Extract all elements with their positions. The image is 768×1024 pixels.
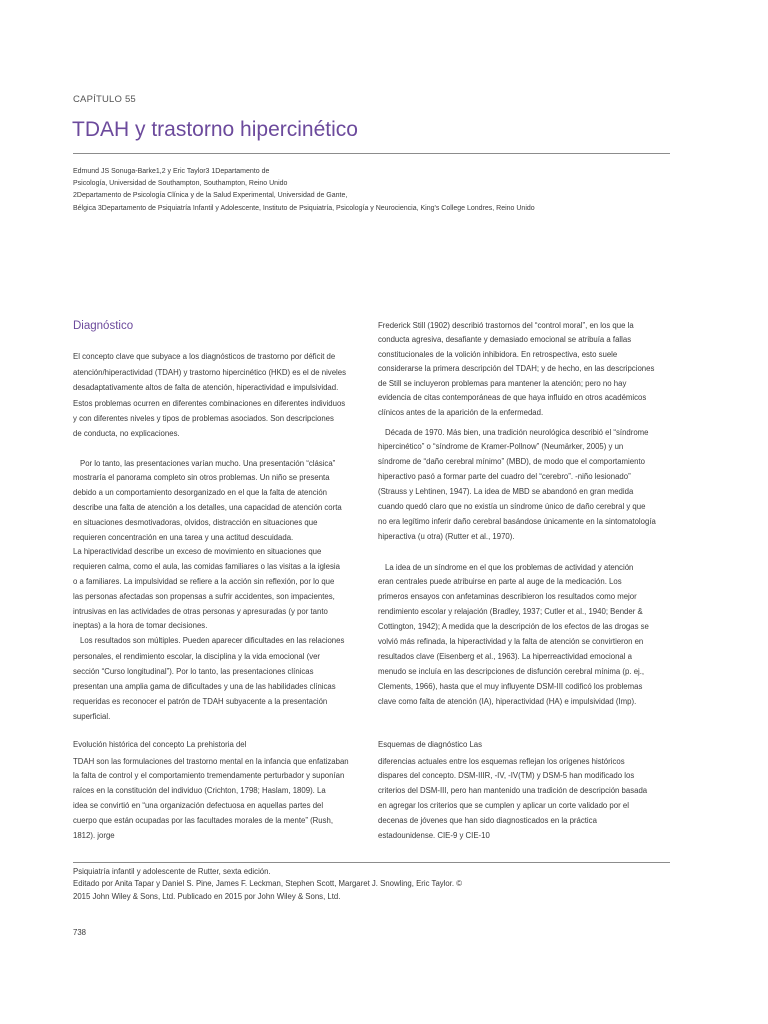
text-line: resultados clave (Eisenberg et al., 1963). La hiperreactividad emocional a xyxy=(378,651,632,661)
text-line: criterios del DSM-III, pero han mantenido una tradición de descripción basada xyxy=(378,786,648,796)
paragraph-left-3 xyxy=(73,633,344,724)
author-line: 2Departamento de Psicología Clínica y de la Salud Experimental, Universidad de Gante, xyxy=(73,192,348,200)
text-line: requeridas es reconocer el patrón de TDAH subyacente a la presentación xyxy=(73,697,328,707)
text-line: presentan una amplia gama de dificultades y una de las habilidades clínicas xyxy=(73,682,336,691)
text-line: conducta agresiva, desafiante y demasiado emocional se atribuía a fallas xyxy=(378,335,632,345)
text-line: personales, el rendimiento escolar, la disciplina y la vida emocional (ver xyxy=(73,651,321,661)
paragraph-right-1 xyxy=(378,319,654,421)
author-line: Edmund JS Sonuga-Barke1,2 y Eric Taylor3 1Departamento de xyxy=(73,167,270,175)
text-line: Por lo tanto, las presentaciones varían mucho. Una presentación “clásica” xyxy=(80,458,336,468)
text-line: Clements, 1966), hasta que el muy influyente DSM-III codificó los problemas xyxy=(378,681,643,691)
text-line: evidencia de citas contemporáneas de que haya influido en otros académicos xyxy=(378,393,647,403)
text-line: atención/hiperactividad (TDAH) y trastorno hipercinético (HKD) es el de niveles xyxy=(73,367,347,377)
text-line: menudo se incluía en las descripciones de disfunción cerebral mínima (p. ej., xyxy=(378,666,645,676)
text-line: no era legítimo inferir daño cerebral basándose únicamente en la sintomatología xyxy=(378,516,656,526)
header-divider xyxy=(73,153,670,154)
citation-line: Editado por Anita Tapar y Daniel S. Pine, James F. Leckman, Stephen Scott, Margaret J. Snowling, Eric Taylor. © xyxy=(73,879,462,889)
text-line: eran centrales puede atribuirse en parte al auge de la medicación. Los xyxy=(378,577,622,587)
text-line: considerarse la primera descripción del TDAH; y de hecho, en las descripciones xyxy=(378,364,655,374)
subheading-right-esquemas xyxy=(378,738,482,752)
text-line: de Still se incluyeron problemas para mantener la atención; pero no hay xyxy=(378,378,627,388)
text-line: hipercinético” o “síndrome de Kramer-Pollnow” (Neumärker, 2005) y un xyxy=(378,442,624,452)
author-affiliations xyxy=(73,166,535,215)
text-line: dispares del concepto. DSM-IIIR, -IV, -IV(TM) y DSM-5 han modificado los xyxy=(378,771,635,781)
text-line: de conducta, no explicaciones. xyxy=(73,429,180,439)
text-line: idea se convirtió en “una organización defectuosa en aquellas partes del xyxy=(73,800,324,810)
text-line: superficial. xyxy=(73,712,111,722)
text-line: rendimiento escolar y relajación (Bradley, 1937; Cutler et al., 1940; Bender & xyxy=(378,607,643,617)
text-line: Evolución histórica del concepto La prehistoria del xyxy=(73,740,247,749)
text-line: volvió más refinada, la hiperactividad y la falta de atención se convirtieron en xyxy=(378,637,644,647)
chapter-title: TDAH y trastorno hipercinético xyxy=(72,118,358,141)
text-line: la falta de control y el comportamiento tremendamente perturbador y suponían xyxy=(73,771,345,781)
text-line: intrusivas en las actividades de otras personas y apresuradas (y por tanto xyxy=(73,606,328,616)
text-line: Década de 1970. Más bien, una tradición neurológica describió el “síndrome xyxy=(385,427,649,437)
text-line: en agregar los criterios que se cumplen y aplicar un corte validado por el xyxy=(378,800,629,810)
text-line: La hiperactividad describe un exceso de movimiento en situaciones que xyxy=(73,547,322,557)
paragraph-left-4 xyxy=(73,755,349,844)
text-line: (Strauss y Lehtinen, 1947). La idea de MBD se abandonó en gran medida xyxy=(378,487,634,497)
text-line: cuerpo que están ocupadas por las facultades morales de la mente” (Rush, xyxy=(73,815,334,825)
text-line: cuando quedó claro que no existía un síndrome único de daño cerebral y que xyxy=(378,501,646,511)
text-line: El concepto clave que subyace a los diagnósticos de trastorno por déficit de xyxy=(73,352,336,362)
text-line: Cottington, 1942); A medida que la descripción de los efectos de las drogas se xyxy=(378,622,649,632)
text-line: raíces en la constitución del individuo (Crichton, 1798; Haslam, 1809). La xyxy=(73,786,326,796)
citation-line: Psiquiatría infantil y adolescente de Rutter, sexta edición. xyxy=(73,866,271,876)
text-line: hiperactiva (u otra) (Rutter et al., 1970). xyxy=(378,531,515,541)
subheading-left-evolucion xyxy=(73,738,246,752)
text-line: desadaptativamente altos de falta de atención, hiperactividad e impulsividad. xyxy=(73,383,339,393)
text-line: requieren calma, como el aula, las comidas familiares o las visitas a la iglesia xyxy=(73,562,340,572)
footer-citation xyxy=(73,866,462,904)
text-line: Los resultados son múltiples. Pueden aparecer dificultades en las relaciones xyxy=(80,636,345,646)
author-line: Psicología, Universidad de Southampton, Southampton, Reino Unido xyxy=(73,180,288,188)
paragraph-left-1 xyxy=(73,349,346,441)
text-line: constitucionales de la volición inhibidora. En retrospectiva, esto suele xyxy=(378,349,618,359)
text-line: en situaciones desmotivadoras, olvidos, distracción en situaciones que xyxy=(73,517,318,527)
text-line: TDAH son las formulaciones del trastorno mental en la infancia que enfatizaban xyxy=(73,756,349,766)
text-line: 1812). jorge xyxy=(73,830,115,840)
text-line: mostraría el panorama completo sin otros problemas. Un niño se presenta xyxy=(73,473,330,483)
text-line: hiperactivo pasó a formar parte del cuadro del “cerebro”. -niño lesionado” xyxy=(378,472,631,482)
text-line: o a familiares. La impulsividad se refiere a la acción sin reflexión, por lo que xyxy=(73,576,335,586)
author-line: Bélgica 3Departamento de Psiquiatría Infantil y Adolescente, Instituto de Psiquiatría, Psicología y Neurociencia, King's College Londres, Reino Unido xyxy=(73,204,535,212)
section-heading-diagnostico: Diagnóstico xyxy=(73,320,134,332)
text-line: sección “Curso longitudinal”). Por lo tanto, las presentaciones clínicas xyxy=(73,666,314,676)
footer-divider xyxy=(73,862,670,863)
text-line: Esquemas de diagnóstico Las xyxy=(378,740,483,749)
text-line: requieren concentración en una tarea y una actitud descuidada. xyxy=(73,532,294,542)
text-line: decenas de jóvenes que han sido diagnosticados en la práctica xyxy=(378,815,597,825)
text-line: La idea de un síndrome en el que los problemas de actividad y atención xyxy=(385,562,634,572)
text-line: clínicos antes de la aparición de la enfermedad. xyxy=(378,407,544,417)
text-line: describe una falta de atención a los detalles, una capacidad de atención corta xyxy=(73,502,342,512)
chapter-label: CAPÍTULO 55 xyxy=(73,94,136,105)
text-line: diferencias actuales entre los esquemas reflejan los orígenes históricos xyxy=(378,756,625,766)
text-line: síndrome de “daño cerebral mínimo” (MBD), de modo que el comportamiento xyxy=(378,457,645,467)
paragraph-right-3 xyxy=(378,561,649,710)
paragraph-right-4 xyxy=(378,755,647,844)
text-line: ineptas) a la hora de tomar decisiones. xyxy=(73,621,208,631)
text-line: clave como falta de atención (IA), hiperactividad (HA) e impulsividad (Imp). xyxy=(378,696,637,706)
citation-line: 2015 John Wiley & Sons, Ltd. Publicado en 2015 por John Wiley & Sons, Ltd. xyxy=(73,891,341,901)
text-line: y con diferentes niveles y tipos de problemas asociados. Son descripciones xyxy=(73,413,334,423)
page-number: 738 xyxy=(73,928,87,937)
paragraph-right-2 xyxy=(378,426,656,545)
paragraph-left-2 xyxy=(73,457,342,635)
text-line: Estos problemas ocurren en diferentes combinaciones en diferentes individuos xyxy=(73,398,346,408)
text-line: debido a un comportamiento desorganizado en el que la falta de atención xyxy=(73,488,328,498)
text-line: las personas afectadas son propensas a sufrir accidentes, son impacientes, xyxy=(73,591,335,601)
text-line: Frederick Still (1902) describió trastornos del “control moral”, en los que la xyxy=(378,320,634,330)
text-line: estadounidense. CIE-9 y CIE-10 xyxy=(378,830,490,840)
text-line: primeros ensayos con anfetaminas describieron los resultados como mejor xyxy=(378,592,637,602)
